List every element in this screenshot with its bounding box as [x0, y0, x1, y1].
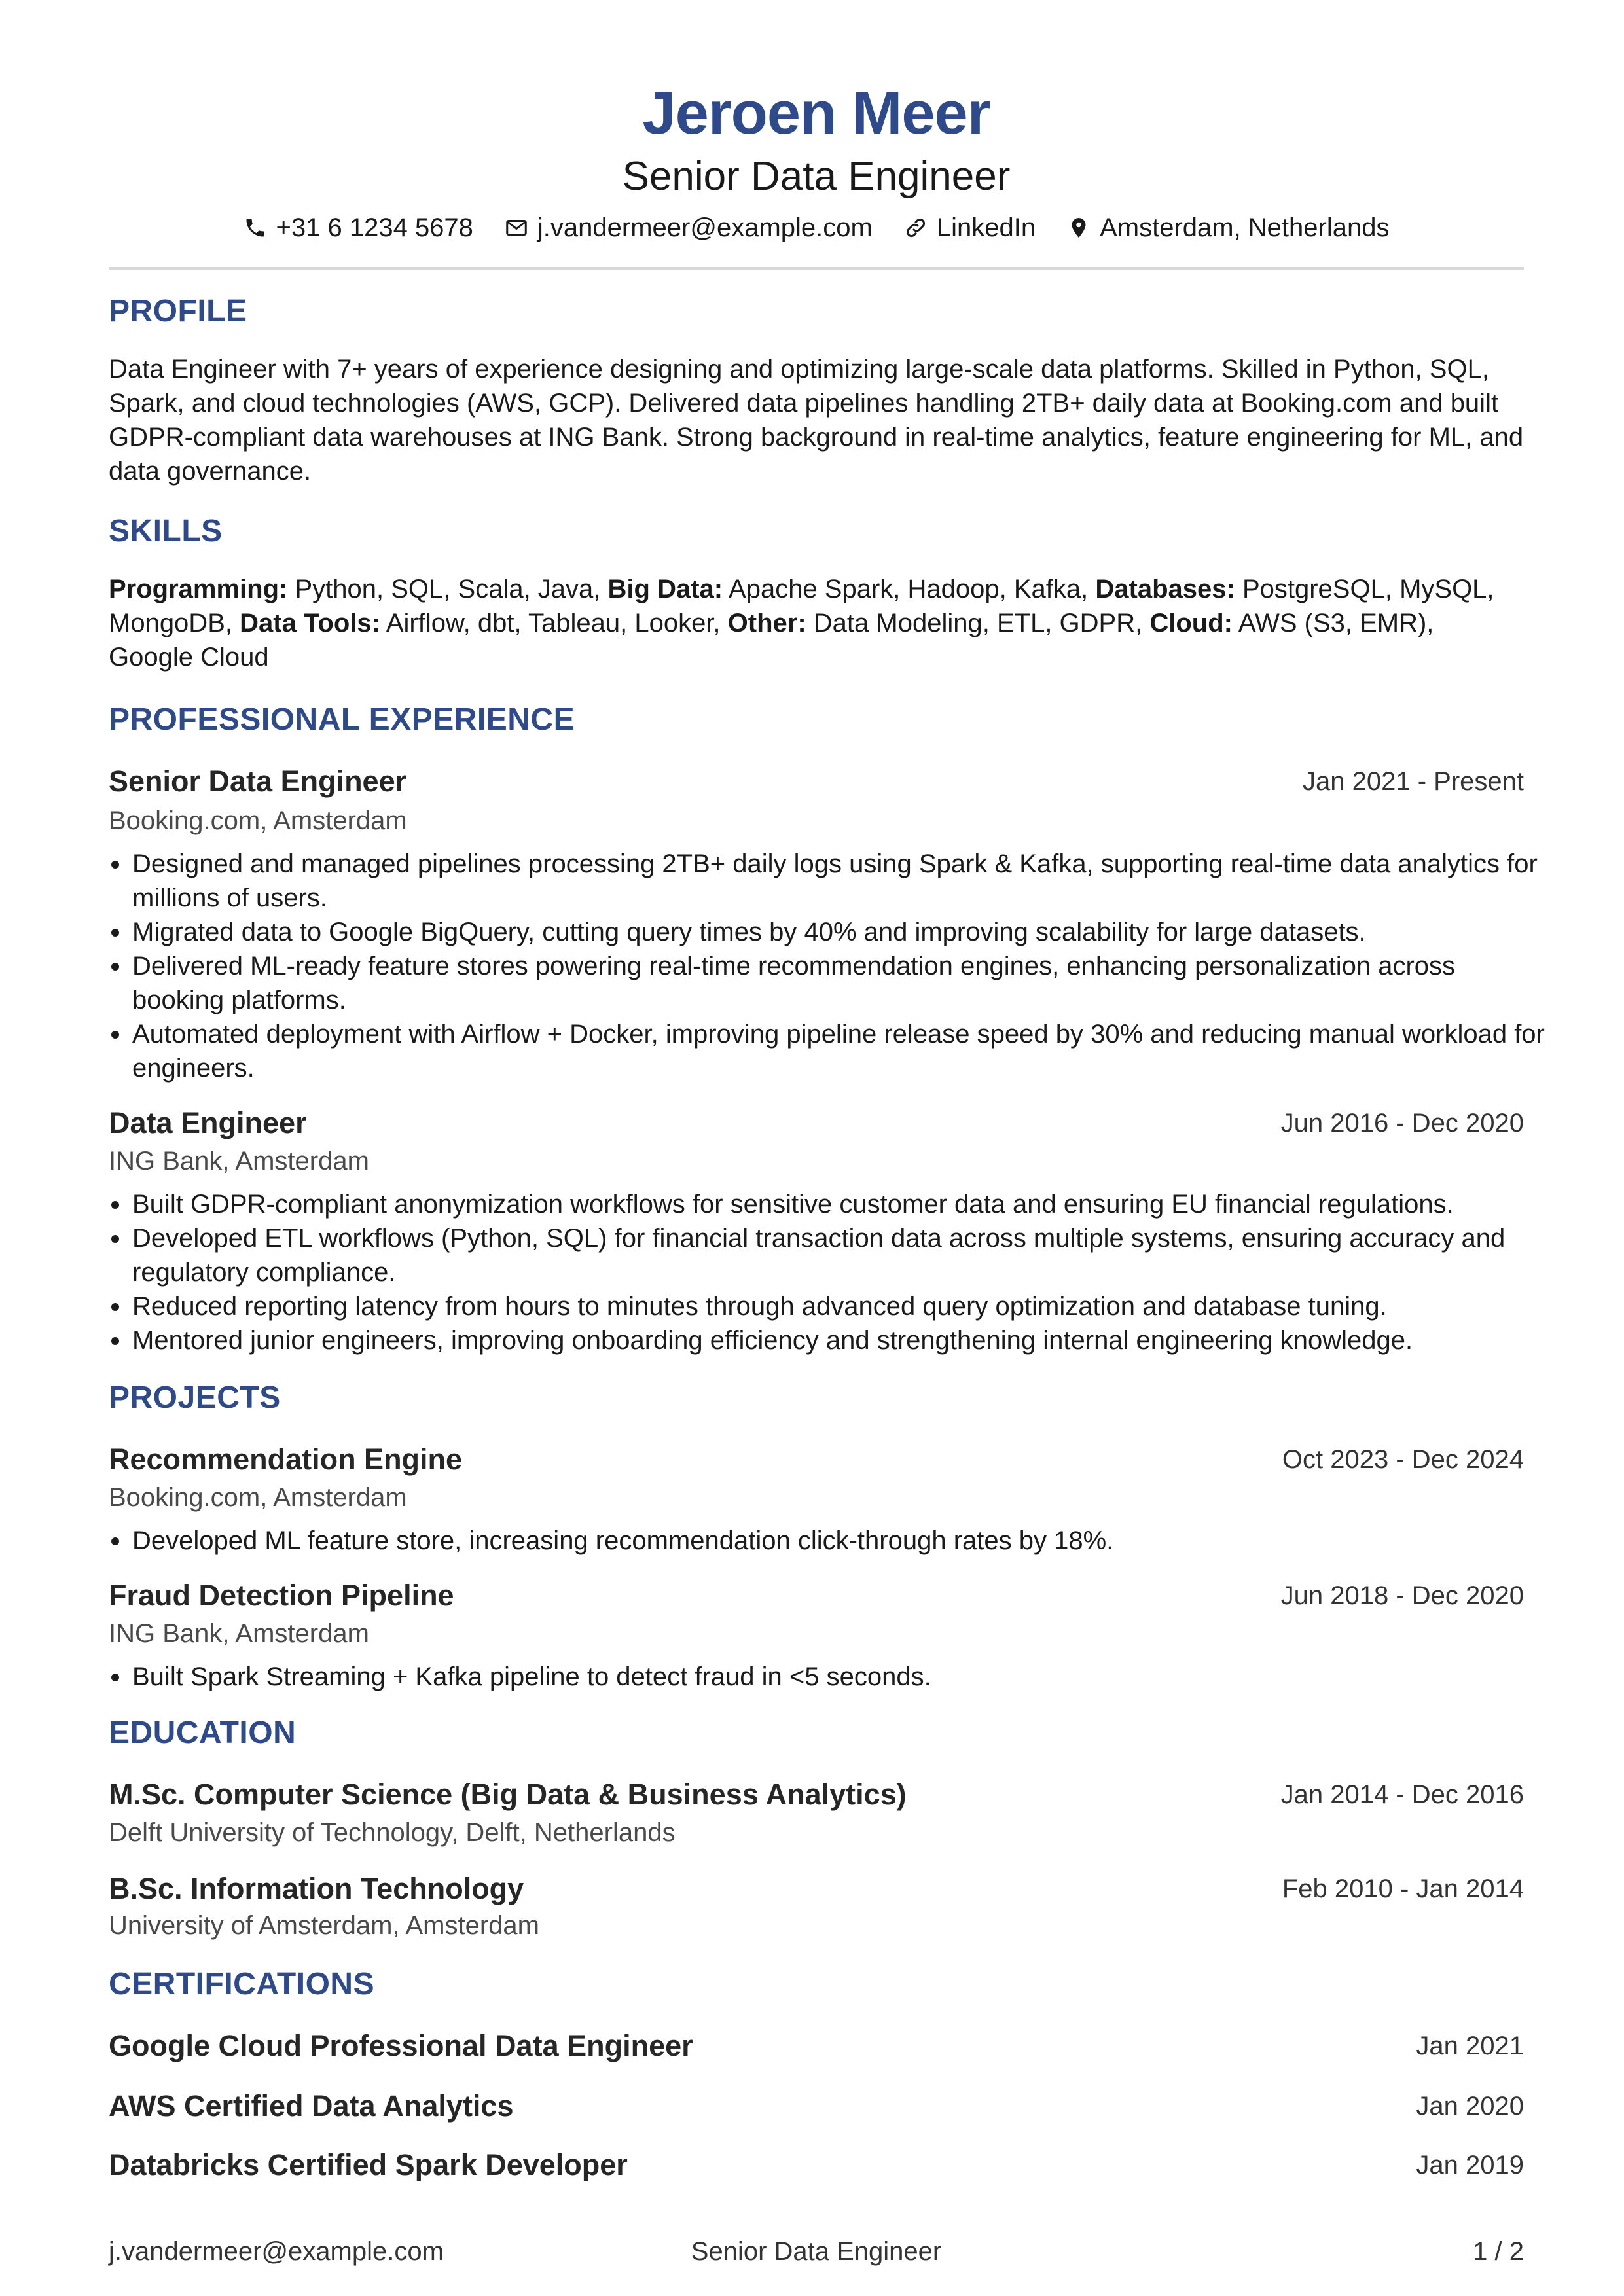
- degree-title: B.Sc. Information Technology: [109, 1872, 524, 1905]
- certification-name: Google Cloud Professional Data Engineer: [109, 2029, 693, 2062]
- list-item: Mentored junior engineers, improving onboarding efficiency and strengthening internal engineering knowledge.: [109, 1323, 1549, 1357]
- list-item: Developed ETL workflows (Python, SQL) for financial transaction data across multiple systems, ensuring accuracy and regulatory compliance.: [109, 1221, 1549, 1289]
- list-item: Designed and managed pipelines processing 2TB+ daily logs using Spark & Kafka, supporting real-time data analytics for millions of users.: [109, 847, 1549, 915]
- skill-label: Programming:: [109, 575, 288, 603]
- school-name: Delft University of Technology, Delft, Netherlands: [109, 1818, 676, 1847]
- skill-items: Airflow, dbt, Tableau, Looker,: [386, 609, 721, 637]
- candidate-title: Senior Data Engineer: [622, 154, 1011, 199]
- list-item: Automated deployment with Airflow + Docker, improving pipeline release speed by 30% and reducing manual workload for engineers.: [109, 1017, 1549, 1085]
- certifications-heading: CERTIFICATIONS: [109, 1967, 375, 2001]
- skill-items: AWS (S3, EMR), Google Cloud: [109, 609, 1434, 672]
- candidate-name: Jeroen Meer: [642, 80, 990, 147]
- list-item: Reduced reporting latency from hours to minutes through advanced query optimization and database tuning.: [109, 1289, 1549, 1323]
- contact-location: [1067, 208, 1389, 247]
- contact-bar: [109, 208, 1524, 247]
- footer-email: j.vandermeer@example.com: [109, 2237, 444, 2266]
- project-bullets: [109, 1660, 1549, 1694]
- certification-date: Jan 2019: [1416, 2151, 1524, 2179]
- skill-label: Other:: [727, 609, 806, 637]
- resume-page: [109, 0, 1545, 2296]
- skill-label: Big Data:: [607, 575, 723, 603]
- project-date: Jun 2018 - Dec 2020: [1280, 1581, 1524, 1610]
- skill-items: Apache Spark, Hadoop, Kafka,: [729, 575, 1089, 603]
- contact-phone-text: +31 6 1234 5678: [276, 213, 473, 242]
- job-org: ING Bank, Amsterdam: [109, 1147, 369, 1175]
- job-title: Data Engineer: [109, 1106, 307, 1139]
- project-bullets: [109, 1524, 1549, 1558]
- certification-date: Jan 2021: [1416, 2032, 1524, 2060]
- page-number: 1 / 2: [1473, 2237, 1524, 2266]
- list-item: Built GDPR-compliant anonymization workflows for sensitive customer data and ensuring EU financial regulations.: [109, 1187, 1549, 1221]
- skill-label: Data Tools:: [240, 609, 380, 637]
- footer-title: Senior Data Engineer: [691, 2237, 942, 2266]
- skills-text: [109, 572, 1524, 674]
- page-footer: [109, 2232, 1524, 2271]
- skill-items: Data Modeling, ETL, GDPR,: [813, 609, 1143, 637]
- list-item: Built Spark Streaming + Kafka pipeline to detect fraud in <5 seconds.: [109, 1660, 1549, 1694]
- list-item: Delivered ML-ready feature stores powering real-time recommendation engines, enhancing personalization across booking platforms.: [109, 949, 1549, 1017]
- project-title: Recommendation Engine: [109, 1443, 463, 1476]
- skill-label: Cloud:: [1149, 609, 1233, 637]
- skill-items: PostgreSQL, MySQL, MongoDB,: [109, 575, 1494, 637]
- project-org: ING Bank, Amsterdam: [109, 1619, 369, 1648]
- certification-name: AWS Certified Data Analytics: [109, 2089, 514, 2123]
- profile-heading: PROFILE: [109, 294, 247, 329]
- job-org: Booking.com, Amsterdam: [109, 806, 407, 835]
- school-name: University of Amsterdam, Amsterdam: [109, 1911, 539, 1940]
- skills-heading: SKILLS: [109, 514, 223, 548]
- contact-email-text: j.vandermeer@example.com: [537, 213, 873, 242]
- degree-date: Feb 2010 - Jan 2014: [1282, 1874, 1524, 1903]
- contact-location-text: Amsterdam, Netherlands: [1100, 213, 1390, 242]
- skill-items: Python, SQL, Scala, Java,: [295, 575, 601, 603]
- mail-icon: [505, 216, 528, 240]
- job-title: Senior Data Engineer: [109, 764, 407, 798]
- project-title: Fraud Detection Pipeline: [109, 1579, 454, 1612]
- job-date: Jun 2016 - Dec 2020: [1280, 1109, 1524, 1138]
- certification-name: Databricks Certified Spark Developer: [109, 2148, 628, 2181]
- certification-date: Jan 2020: [1416, 2092, 1524, 2121]
- profile-text: Data Engineer with 7+ years of experience designing and optimizing large-scale data platforms. Skilled in Python, SQL, Spark, and cloud technologies (AWS, GCP). Delivered data pipelines handling 2TB+ daily data at Booking.com and built GDPR-compliant data warehouses at ING Bank. Strong background in real-time analytics, feature engineering for ML, and data governance.: [109, 355, 1524, 486]
- degree-date: Jan 2014 - Dec 2016: [1280, 1780, 1524, 1809]
- location-pin-icon: [1067, 216, 1091, 240]
- contact-linkedin[interactable]: [904, 208, 1036, 247]
- project-date: Oct 2023 - Dec 2024: [1282, 1445, 1524, 1474]
- contact-linkedin-text: LinkedIn: [936, 213, 1036, 242]
- header-divider: [109, 267, 1524, 270]
- phone-icon: [244, 216, 267, 240]
- job-bullets: [109, 1187, 1549, 1357]
- list-item: Migrated data to Google BigQuery, cutting query times by 40% and improving scalability for large datasets.: [109, 915, 1549, 949]
- experience-heading: PROFESSIONAL EXPERIENCE: [109, 702, 575, 737]
- degree-title: M.Sc. Computer Science (Big Data & Business Analytics): [109, 1778, 907, 1811]
- contact-email[interactable]: [505, 208, 873, 247]
- link-icon: [904, 216, 928, 240]
- list-item: Developed ML feature store, increasing recommendation click-through rates by 18%.: [109, 1524, 1549, 1558]
- skill-label: Databases:: [1095, 575, 1235, 603]
- contact-phone[interactable]: [244, 208, 473, 247]
- project-org: Booking.com, Amsterdam: [109, 1483, 407, 1512]
- job-date: Jan 2021 - Present: [1303, 767, 1524, 796]
- education-heading: EDUCATION: [109, 1715, 297, 1750]
- job-bullets: [109, 847, 1549, 1085]
- projects-heading: PROJECTS: [109, 1380, 281, 1415]
